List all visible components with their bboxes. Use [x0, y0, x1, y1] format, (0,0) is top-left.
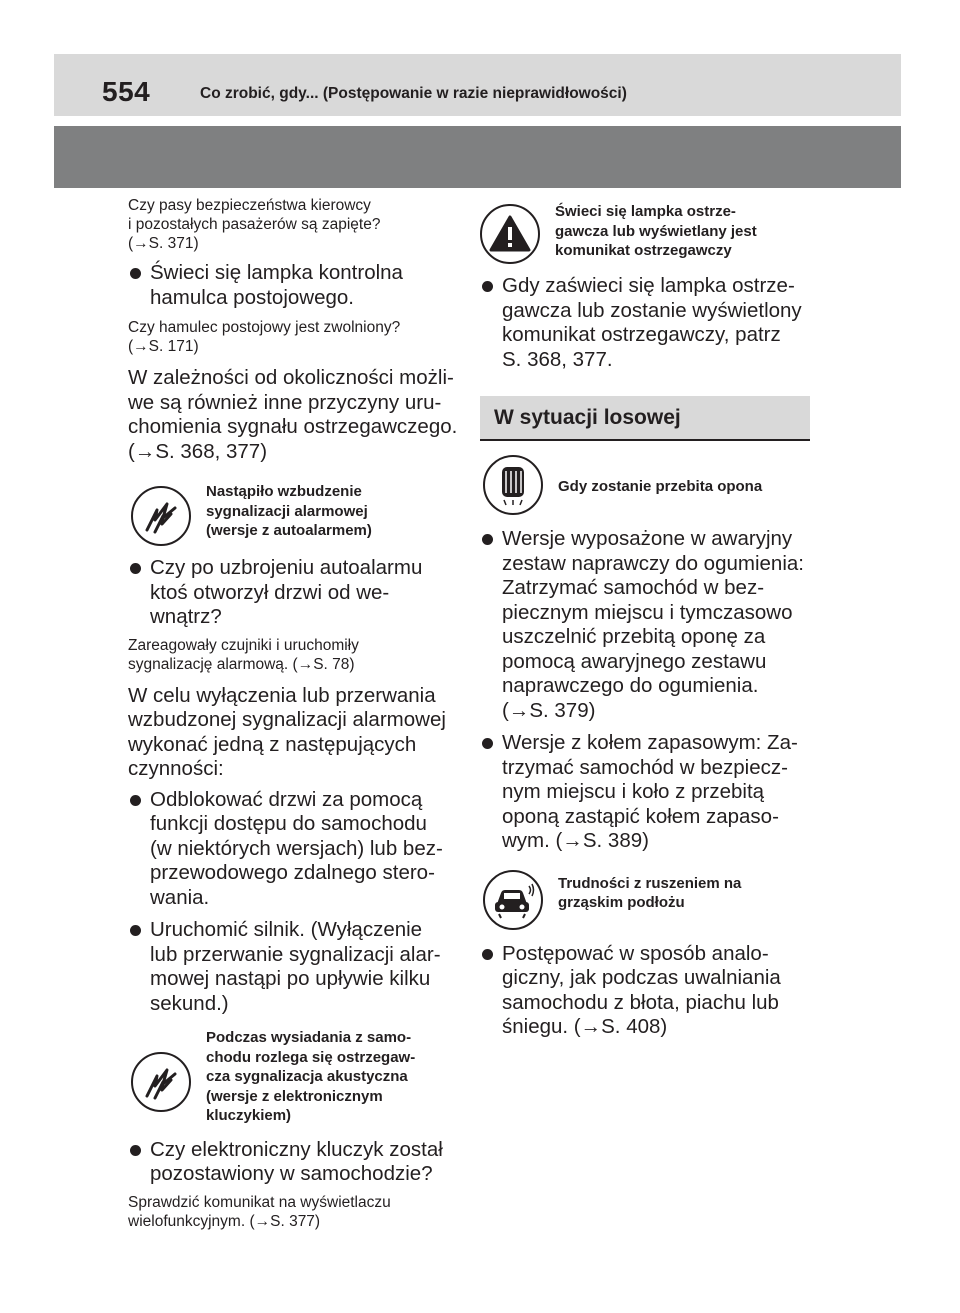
text-line: sekund.) — [150, 991, 229, 1015]
bullet-door-opened — [128, 556, 458, 630]
text-line: lub przerwanie sygnalizacji alar- — [150, 942, 441, 966]
text-line: Czy hamulec postojowy jest zwolniony? — [128, 319, 401, 336]
text-line: pomocą awaryjnego zestawu — [502, 649, 767, 673]
emergency-heading: W sytuacji losowej — [480, 396, 810, 441]
bullet-dot — [482, 534, 493, 545]
stuck-car-icon — [483, 870, 543, 930]
flat-tire-icon — [483, 455, 543, 515]
bullet-text — [150, 1138, 458, 1187]
bullet-text — [502, 731, 810, 854]
bullet-text — [502, 274, 810, 372]
text-line: (w niektórych wersjach) lub bez- — [150, 836, 443, 860]
text-line: oponą zastąpić kołem zapaso- — [502, 804, 779, 828]
text-line: sygnalizację alarmową. (→S. 78) — [128, 655, 355, 673]
bullet-text — [150, 918, 458, 1016]
text-line: (→S. 379) — [502, 698, 596, 722]
sub-bullet-start-engine — [128, 918, 458, 1016]
bullet-dot — [130, 925, 141, 936]
text-line: zestaw naprawczy do ogumienia: — [502, 551, 804, 575]
bullet-dot — [482, 281, 493, 292]
tire-block — [483, 455, 810, 515]
text-line: Sprawdzić komunikat na wyświetlaczu — [128, 1193, 391, 1211]
text-line: (→S. 371) — [128, 235, 199, 252]
text-line: śniegu. (→S. 408) — [502, 1015, 668, 1038]
text-line: wania. — [150, 885, 210, 909]
text-line: S. 368, 377. — [502, 347, 613, 371]
text-line: Gdy zaświeci się lampka ostrze- — [502, 274, 795, 297]
seatbelt-question — [128, 196, 458, 253]
bullet-text — [502, 942, 810, 1040]
text-line: wym. (→S. 389) — [502, 829, 649, 852]
bullet-warning-light — [480, 274, 810, 372]
alarm-lightning-icon — [131, 1052, 191, 1112]
bullet-dot — [130, 563, 141, 574]
right-column — [480, 196, 810, 1040]
sub-bullet-unlock — [128, 788, 458, 911]
bullet-dot — [482, 949, 493, 960]
bullet-dot — [130, 1145, 141, 1156]
other-causes-paragraph — [128, 366, 458, 464]
bullet-parking-brake — [128, 261, 458, 310]
text-line: (wersje z autoalarmem) — [206, 522, 372, 539]
text-line: grząskim podłożu — [558, 894, 685, 911]
bullet-spare-wheel — [480, 731, 810, 854]
text-line: komunikat ostrzegawczy, patrz — [502, 323, 781, 346]
bullet-text — [150, 556, 458, 630]
text-line: Zatrzymać samochód w bez- — [502, 576, 765, 599]
text-line: Postępować w sposób analo- — [502, 941, 769, 965]
stuck-caption — [558, 874, 741, 913]
text-line: giczny, jak podczas uwalniania — [502, 966, 781, 989]
text-line: sygnalizacji alarmowej — [206, 502, 368, 520]
stuck-block — [483, 870, 810, 930]
text-line: piecznym miejscu i tymczasowo — [502, 600, 793, 624]
text-line: Czy elektroniczny kluczyk został — [150, 1137, 443, 1161]
deactivate-paragraph — [128, 684, 458, 782]
text-line: W celu wyłączenia lub przerwania — [128, 683, 436, 707]
text-line: Odblokować drzwi za pomocą — [150, 787, 423, 811]
bullet-key-left — [128, 1138, 458, 1187]
text-line: Świeci się lampka kontrolna — [150, 261, 403, 284]
text-line: (→S. 171) — [128, 338, 199, 355]
text-line: (→S. 368, 377) — [128, 439, 268, 463]
text-line: gawcza lub wyświetlany jest — [555, 222, 757, 240]
alarm-block-1 — [131, 482, 458, 546]
text-line: samochodu z błota, piachu lub — [502, 990, 779, 1014]
alarm-caption — [206, 482, 372, 541]
text-line: uszczelnić przebitą oponę za — [502, 625, 766, 648]
text-line: cza sygnalizacja akustyczna — [206, 1068, 408, 1085]
bullet-text — [150, 261, 458, 310]
text-line: i pozostałych pasażerów są zapięte? — [128, 216, 381, 233]
text-line: komunikat ostrzegawczy — [555, 242, 732, 259]
text-line: czynności: — [128, 757, 224, 780]
text-line: Wersje wyposażone w awaryjny — [502, 527, 793, 550]
text-line: naprawczego do ogumienia. — [502, 674, 759, 697]
left-column — [128, 196, 458, 1231]
text-line: we są również inne przyczyny uru- — [128, 390, 442, 414]
text-line: nym miejscu i koło z przebitą — [502, 780, 765, 803]
text-line: kluczykiem) — [206, 1107, 292, 1124]
warning-triangle-icon — [480, 204, 540, 264]
alarm-block-2 — [131, 1028, 458, 1126]
alarm-caption — [206, 1028, 415, 1126]
text-line: trzymać samochód w bezpiecz- — [502, 755, 788, 779]
warning-block — [480, 202, 810, 264]
text-line: wykonać jedną z następujących — [128, 732, 417, 756]
header-band — [54, 126, 901, 188]
bullet-free-car — [480, 942, 810, 1040]
section-title: Co zrobić, gdy... (Postępowanie w razie nieprawidłowości) — [200, 85, 627, 102]
text-line: Trudności z ruszeniem na — [558, 874, 742, 892]
bullet-text — [150, 788, 458, 911]
text-line: pozostawiony w samochodzie? — [150, 1162, 433, 1185]
text-line: Uruchomić silnik. (Wyłączenie — [150, 918, 423, 941]
check-display-note — [128, 1193, 458, 1231]
text-line: W zależności od okoliczności możli- — [128, 366, 454, 389]
page-number: 554 — [102, 76, 151, 107]
text-line: Wersje z kołem zapasowym: Za- — [502, 731, 798, 754]
alarm-lightning-icon — [131, 486, 191, 546]
text-line: (wersje z elektronicznym — [206, 1087, 383, 1105]
bullet-text — [502, 527, 810, 723]
text-line: Zareagowały czujniki i uruchomiły — [128, 636, 359, 654]
text-line: gawcza lub zostanie wyświetlony — [502, 298, 802, 322]
text-line: ktoś otworzył drzwi od we- — [150, 580, 390, 604]
bullet-dot — [482, 738, 493, 749]
tire-caption: Gdy zostanie przebita opona — [558, 478, 763, 495]
bullet-repair-kit — [480, 527, 810, 723]
text-line: Czy po uzbrojeniu autoalarmu — [150, 556, 423, 579]
text-line: funkcji dostępu do samochodu — [150, 812, 427, 835]
warning-caption — [555, 202, 757, 261]
text-line: wnątrz? — [150, 605, 222, 628]
text-line: chodu rozlega się ostrzegaw- — [206, 1048, 416, 1066]
parking-brake-question — [128, 318, 458, 356]
text-line: mowej nastąpi po upływie kilku — [150, 967, 431, 990]
text-line: wzbudzonej sygnalizacji alarmowej — [128, 708, 446, 731]
sensors-note — [128, 636, 458, 674]
text-line: hamulca postojowego. — [150, 285, 354, 309]
bullet-dot — [130, 268, 141, 279]
bullet-dot — [130, 795, 141, 806]
text-line: Świeci się lampka ostrze- — [555, 203, 736, 220]
text-line: Nastąpiło wzbudzenie — [206, 483, 362, 500]
text-line: chomienia sygnału ostrzegawczego. — [128, 415, 458, 438]
text-line: przewodowego zdalnego stero- — [150, 861, 435, 884]
text-line: Czy pasy bezpieczeństwa kierowcy — [128, 197, 371, 214]
text-line: Podczas wysiadania z samo- — [206, 1029, 412, 1046]
text-line: wielofunkcyjnym. (→S. 377) — [128, 1212, 321, 1230]
